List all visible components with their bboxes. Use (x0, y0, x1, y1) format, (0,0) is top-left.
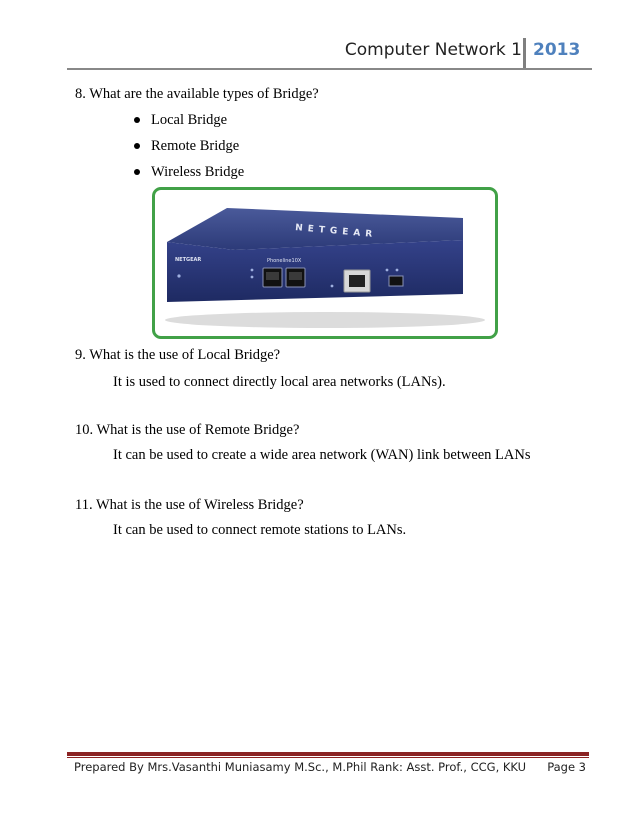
brand-label: NETGEAR (294, 223, 378, 241)
header-rule (67, 68, 592, 70)
header-year: 2013 (533, 40, 581, 60)
bullet-icon (134, 117, 140, 123)
list-item: Remote Bridge (134, 137, 244, 163)
bridge-types-list (134, 111, 244, 189)
question-10: 10. What is the use of Remote Bridge? (75, 422, 300, 438)
brand-front-label: NETGEAR (175, 257, 202, 263)
list-item: Local Bridge (134, 111, 244, 137)
list-item: Wireless Bridge (134, 163, 244, 189)
page-number: Page 3 (547, 760, 586, 774)
header-divider (523, 38, 526, 70)
netgear-bridge-illustration (155, 190, 495, 336)
bullet-icon (134, 169, 140, 175)
question-11: 11. What is the use of Wireless Bridge? (75, 497, 304, 513)
footer-author: Prepared By Mrs.Vasanthi Muniasamy M.Sc., M.Phil Rank: Asst. Prof., CCG, KKU (74, 760, 527, 774)
answer-9: It is used to connect directly local area networks (LANs). (113, 374, 446, 390)
answer-10: It can be used to create a wide area network (WAN) link between LANs (113, 447, 531, 463)
product-label: Phoneline10X (267, 258, 302, 264)
question-8: 8. What are the available types of Bridge? (75, 86, 319, 102)
header-title: Computer Network 1 (344, 40, 522, 60)
answer-11: It can be used to connect remote stations to LANs. (113, 522, 407, 538)
bullet-icon (134, 143, 140, 149)
footer-rule-thin (67, 757, 589, 758)
bridge-device-image (152, 187, 498, 339)
footer-rule (67, 752, 589, 756)
question-9: 9. What is the use of Local Bridge? (75, 347, 281, 363)
